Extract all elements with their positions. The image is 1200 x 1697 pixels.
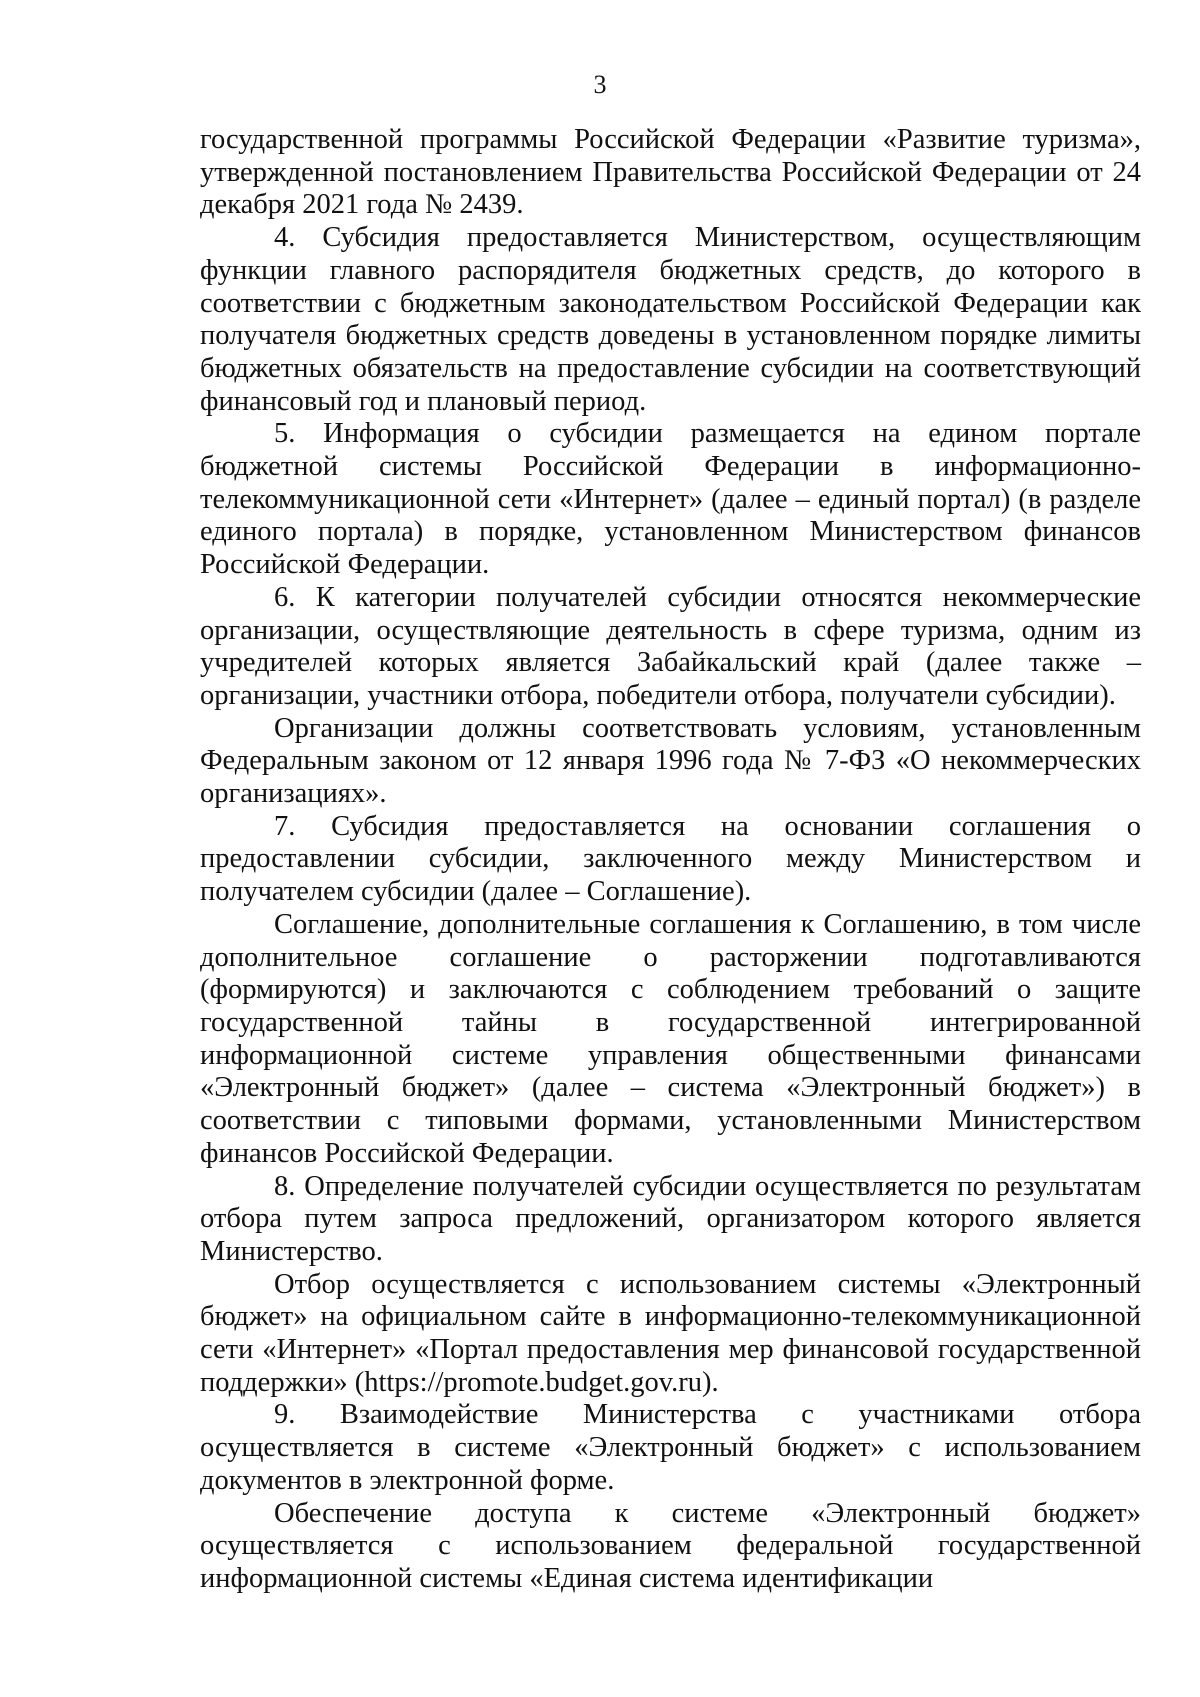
paragraph-item-9: 9. Взаимодействие Министерства с участниками отбора осуществляется в системе «Электронный бюджет» с использованием документов в электронной форме.	[200, 1399, 1141, 1496]
paragraph-program-reference: государственной программы Российской Федерации «Развитие туризма», утвержденной постановлением Правительства Российской Федерации от 24 декабря 2021 года № 2439.	[200, 124, 1141, 221]
document-body	[200, 124, 1141, 1596]
paragraph-item-9-access: Обеспечение доступа к системе «Электронный бюджет» осуществляется с использованием федеральной государственной информационной системы «Единая система идентификации	[200, 1497, 1141, 1594]
paragraph-item-6-conditions: Организации должны соответствовать условиям, установленным Федеральным законом от 12 января 1996 года № 7-ФЗ «О некоммерческих организациях».	[200, 712, 1141, 810]
paragraph-item-5: 5. Информация о субсидии размещается на едином портале бюджетной системы Российской Федерации в информационно-телекоммуникационной сети «Интернет» (далее – единый портал) (в разделе единого портала) в порядке, установленном Министерством финансов Российской Федерации.	[200, 418, 1141, 581]
page-number: 3	[593, 70, 607, 99]
paragraph-item-6: 6. К категории получателей субсидии относятся некоммерческие организации, осуществляющие деятельность в сфере туризма, одним из учредителей которых является Забайкальский край (далее также – организации, участники отбора, победители отбора, получатели субсидии).	[200, 581, 1141, 711]
paragraph-item-8: 8. Определение получателей субсидии осуществляется по результатам отбора путем запроса предложений, организатором которого является Министерство.	[200, 1170, 1141, 1267]
paragraph-item-7: 7. Субсидия предоставляется на основании соглашения о предоставлении субсидии, заключенного между Министерством и получателем субсидии (далее – Соглашение).	[200, 810, 1141, 908]
paragraph-item-7-agreement: Соглашение, дополнительные соглашения к Соглашению, в том числе дополнительное соглашение о расторжении подготавливаются (формируются) и заключаются с соблюдением требований о защите государственной тайны в государственной интегрированной информационной системе управления общественными финансами «Электронный бюджет» (далее – система «Электронный бюджет») в соответствии с типовыми формами, установленными Министерством финансов Российской Федерации.	[200, 908, 1141, 1169]
paragraph-item-8-selection: Отбор осуществляется с использованием системы «Электронный бюджет» на официальном сайте в информационно-телекоммуникационной сети «Интернет» «Портал предоставления мер финансовой государственной поддержки» (https://promote.budget.gov.ru).	[200, 1268, 1141, 1398]
paragraph-item-4: 4. Субсидия предоставляется Министерством, осуществляющим функции главного распорядителя бюджетных средств, до которого в соответствии с бюджетным законодательством Российской Федерации как получателя бюджетных средств доведены в установленном порядке лимиты бюджетных обязательств на предоставление субсидии на соответствующий финансовый год и плановый период.	[200, 222, 1141, 417]
